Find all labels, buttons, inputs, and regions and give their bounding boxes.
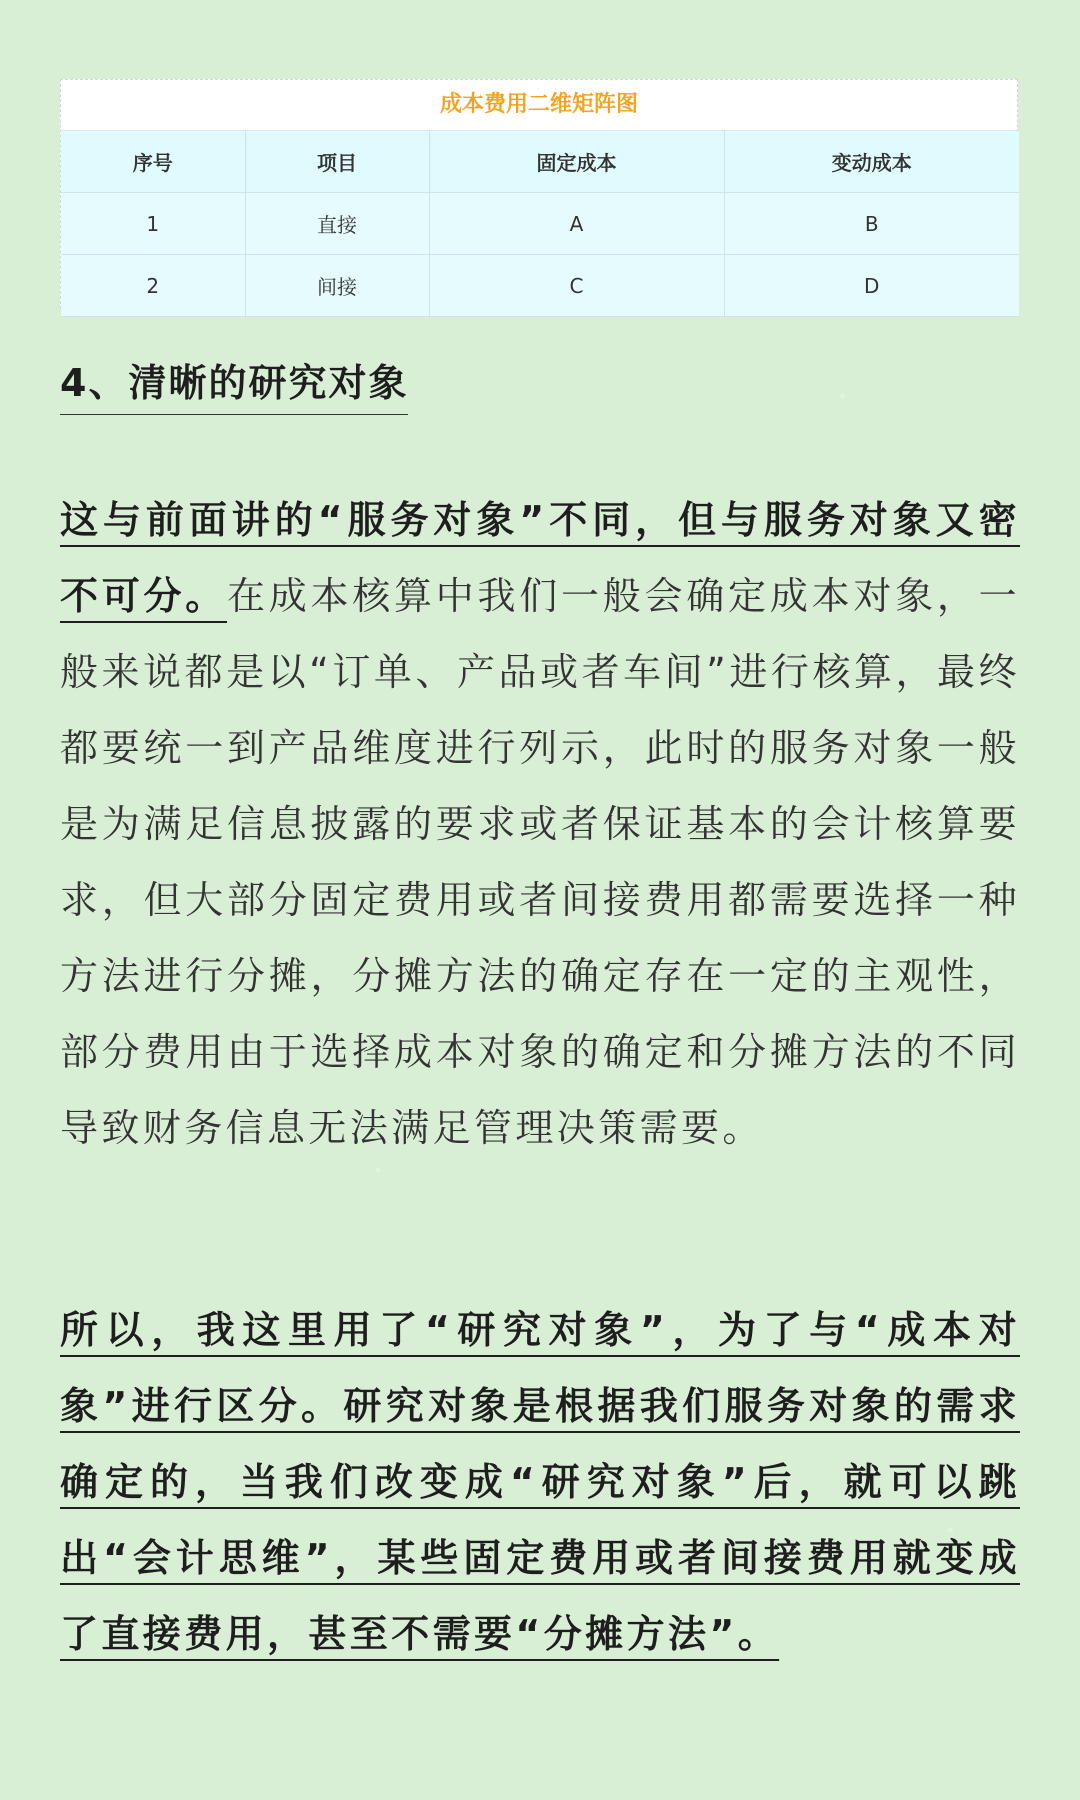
table-header-row xyxy=(61,131,1019,193)
table-cell: D xyxy=(724,255,1019,317)
paragraph-emphasis: 所以，我这里用了“研究对象”，为了与“成本对象”进行区分。研究对象是根据我们服务对象的需求确定的，当我们改变成“研究对象”后，就可以跳出“会计思维”，某些固定费用或者间接费用就变成了直接费用，甚至不需要“分摊方法”。 xyxy=(60,1308,1020,1656)
table-cell: C xyxy=(429,255,724,317)
table-title: 成本费用二维矩阵图 xyxy=(61,80,1017,131)
paragraph-emphasis: 这与前面讲的“服务对象”不同，但与服务对象又密不可分。 xyxy=(60,498,1020,618)
header-fixed-cost: 固定成本 xyxy=(429,131,724,193)
table-cell: A xyxy=(429,193,724,255)
section-heading: 4、清晰的研究对象 xyxy=(60,360,408,415)
paragraph-research-object xyxy=(60,482,1020,1166)
header-index: 序号 xyxy=(61,131,245,193)
table-row xyxy=(61,255,1019,317)
table-cell: B xyxy=(724,193,1019,255)
cost-matrix-table-card xyxy=(60,79,1018,309)
table-cell: 2 xyxy=(61,255,245,317)
table-cell: 直接 xyxy=(245,193,429,255)
header-item: 项目 xyxy=(245,131,429,193)
paragraph-body: 在成本核算中我们一般会确定成本对象，一般来说都是以“订单、产品或者车间”进行核算，最终都要统一到产品维度进行列示，此时的服务对象一般是为满足信息披露的要求或者保证基本的会计核算要求，但大部分固定费用或者间接费用都需要选择一种方法进行分摊，分摊方法的确定存在一定的主观性，部分费用由于选择成本对象的确定和分摊方法的不同导致财务信息无法满足管理决策需要。 xyxy=(60,574,1020,1150)
header-variable-cost: 变动成本 xyxy=(724,131,1019,193)
paragraph-conclusion xyxy=(60,1292,1020,1672)
table-cell: 间接 xyxy=(245,255,429,317)
cost-matrix-table xyxy=(61,131,1019,317)
table-row xyxy=(61,193,1019,255)
table-cell: 1 xyxy=(61,193,245,255)
